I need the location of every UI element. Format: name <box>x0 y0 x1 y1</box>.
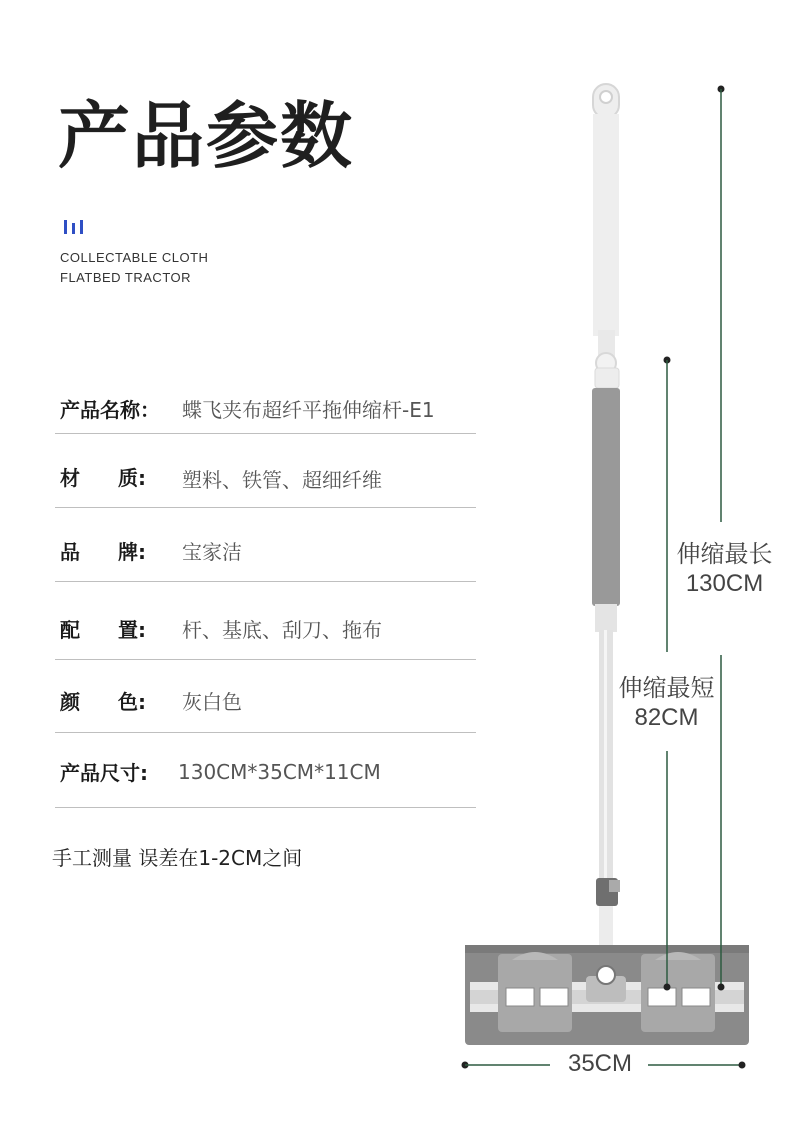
spec-label: 配 置: <box>60 618 146 642</box>
upper-handle <box>593 114 619 336</box>
spec-value: 130CM*35CM*11CM <box>178 760 381 784</box>
measurement-note: 手工测量 误差在1-2CM之间 <box>52 846 303 870</box>
spec-value: 宝家洁 <box>182 540 242 564</box>
spec-label: 产品名称： <box>60 398 160 422</box>
hanging-ring-icon <box>593 84 619 118</box>
width-label: 35CM <box>567 1050 633 1077</box>
min-length-label: 伸缩最短 82CM <box>618 675 715 731</box>
spec-value: 蝶飞夹布超纤平拖伸缩杆-E1 <box>182 398 435 422</box>
spec-value: 杆、基底、刮刀、拖布 <box>182 618 382 642</box>
spec-value: 灰白色 <box>182 690 242 714</box>
middle-joint-icon <box>595 353 619 388</box>
spec-label: 颜 色: <box>60 690 146 714</box>
min-length-line <box>664 357 671 991</box>
lock-clip-icon <box>596 878 620 906</box>
page-title: 产品参数 <box>58 94 355 178</box>
mop-pad <box>465 945 749 1045</box>
grip-sleeve <box>592 388 620 606</box>
spec-label: 品 牌: <box>60 540 146 564</box>
spec-label: 材 质: <box>60 466 146 490</box>
subtitle-line-2: FLATBED TRACTOR <box>60 270 192 285</box>
spec-label: 产品尺寸: <box>60 761 148 785</box>
max-length-label: 伸缩最长 130CM <box>676 541 773 597</box>
max-length-line <box>718 86 725 991</box>
spec-value: 塑料、铁管、超细纤维 <box>182 468 382 492</box>
subtitle-line-1: COLLECTABLE CLOTH <box>60 250 209 265</box>
